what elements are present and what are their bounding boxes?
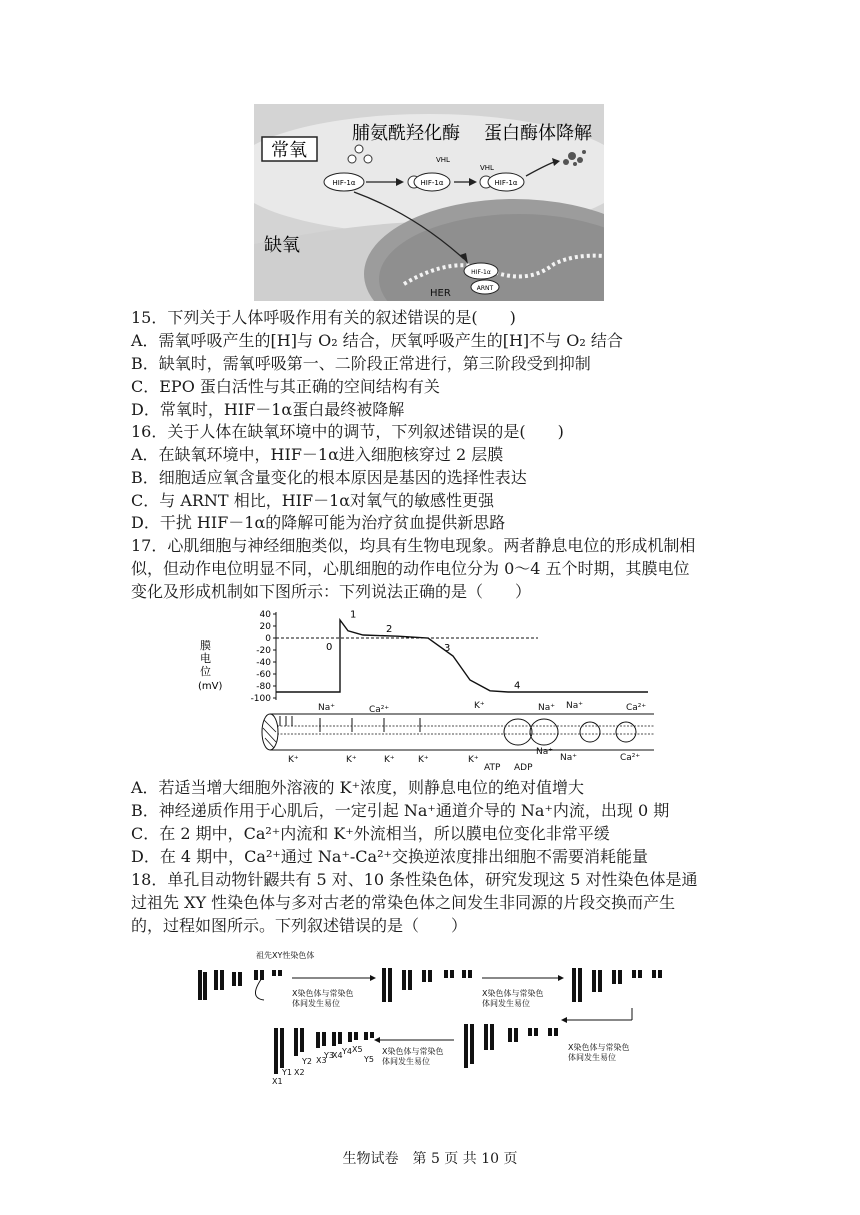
atp-label: ATP bbox=[484, 763, 501, 772]
phase-label-0: 0 bbox=[326, 642, 333, 653]
arnt-label: ARNT bbox=[476, 285, 494, 292]
label-hypoxia: 缺氧 bbox=[264, 235, 300, 256]
q17-stem-line1: 17．心肌细胞与神经细胞类似，均具有生物电现象。两者静息电位的形成机制相 bbox=[131, 536, 696, 555]
step2-line2: 体间发生易位 bbox=[482, 999, 530, 1008]
q15-option-d: D．常氧时，HIF－1α蛋白最终被降解 bbox=[131, 400, 405, 419]
label-degrade: 蛋白酶体降解 bbox=[484, 123, 592, 144]
phase-label-1: 1 bbox=[350, 609, 357, 621]
y-tick-label: -80 bbox=[256, 682, 271, 692]
q17-option-d: D．在 4 期中，Ca²⁺通过 Na⁺-Ca²⁺交换逆浓度排出细胞不需要消耗能量 bbox=[131, 847, 648, 866]
q17-stem-line3: 变化及形成机制如下图所示：下列说法正确的是（ ） bbox=[131, 582, 532, 601]
q18-stem-line2: 过祖先 XY 性染色体与多对古老的常染色体之间发生非同源的片段交换而产生 bbox=[131, 893, 676, 912]
chrom-x4: X4 bbox=[332, 1051, 343, 1060]
vhl-label-1: VHL bbox=[436, 156, 450, 164]
action-potential-figure bbox=[198, 604, 658, 772]
svg-text:(mV): (mV) bbox=[198, 681, 223, 692]
svg-text:膜: 膜 bbox=[200, 639, 211, 652]
step3-line2: 体间发生易位 bbox=[568, 1053, 616, 1062]
ion-na-1: Na⁺ bbox=[318, 703, 335, 713]
ion-k-4: K⁺ bbox=[384, 755, 395, 765]
q16-option-c: C．与 ARNT 相比，HIF－1α对氧气的敏感性更强 bbox=[131, 491, 495, 510]
y-tick-label: -100 bbox=[250, 694, 271, 704]
q16-option-d: D．干扰 HIF－1α的降解可能为治疗贫血提供新思路 bbox=[131, 513, 506, 532]
y-tick-label: 20 bbox=[259, 622, 271, 632]
step1-line1: X染色体与常染色 bbox=[292, 989, 354, 998]
y-tick-label: 0 bbox=[265, 634, 271, 644]
ion-k-2: K⁺ bbox=[288, 755, 299, 765]
q15-option-a: A．需氧呼吸产生的[H]与 O₂ 结合，厌氧呼吸产生的[H]不与 O₂ 结合 bbox=[131, 331, 623, 350]
chrom-x1: X1 bbox=[272, 1077, 283, 1086]
q17-stem-line2: 似，但动作电位明显不同，心肌细胞的动作电位分为 0～4 五个时期，其膜电位 bbox=[131, 559, 690, 578]
page-footer: 生物试卷 第 5 页 共 10 页 bbox=[342, 1151, 518, 1167]
y-tick-label: -20 bbox=[256, 646, 271, 656]
chrom-x3: X3 bbox=[316, 1056, 327, 1065]
svg-text:电: 电 bbox=[200, 652, 211, 665]
step4-line1: X染色体与常染色 bbox=[382, 1047, 444, 1056]
chrom-x2: X2 bbox=[294, 1068, 305, 1077]
ion-ca-1: Ca²⁺ bbox=[369, 705, 390, 715]
ion-na-2: Na⁺ bbox=[538, 703, 555, 713]
q16-option-b: B．细胞适应氧含量变化的根本原因是基因的选择性表达 bbox=[131, 468, 527, 487]
q15-option-c: C．EPO 蛋白活性与其正确的空间结构有关 bbox=[131, 377, 440, 396]
q17-option-c: C．在 2 期中，Ca²⁺内流和 K⁺外流相当，所以膜电位变化非常平缓 bbox=[131, 824, 610, 843]
q17-option-b: B．神经递质作用于心肌后，一定引起 Na⁺通道介导的 Na⁺内流，出现 0 期 bbox=[131, 801, 670, 820]
chromosome-figure bbox=[192, 948, 672, 1088]
y-tick-label: -40 bbox=[256, 658, 271, 668]
step3-line1: X染色体与常染色 bbox=[568, 1043, 630, 1052]
hif-pathway-figure bbox=[254, 104, 604, 301]
q15-option-b: B．缺氧时，需氧呼吸第一、二阶段正常进行，第三阶段受到抑制 bbox=[131, 354, 591, 373]
phase-label-2: 2 bbox=[386, 624, 393, 635]
her-label: HER bbox=[430, 288, 451, 299]
y-tick-label: -60 bbox=[256, 670, 271, 680]
ion-ca-3: Ca²⁺ bbox=[620, 753, 641, 763]
label-enzyme: 脯氨酰羟化酶 bbox=[352, 123, 460, 144]
y-tick-label: 40 bbox=[259, 610, 271, 620]
phase-label-3: 3 bbox=[444, 643, 451, 655]
q16-stem: 16．关于人体在缺氧环境中的调节，下列叙述错误的是( ) bbox=[131, 422, 564, 441]
vhl-label-2: VHL bbox=[480, 164, 494, 172]
q18-stem-line1: 18．单孔目动物针鼹共有 5 对、10 条性染色体，研究发现这 5 对性染色体是通 bbox=[131, 870, 698, 889]
hif-label-2: HIF-1α bbox=[420, 179, 444, 187]
chrom-y5: Y5 bbox=[364, 1055, 374, 1064]
adp-label: ADP bbox=[514, 763, 533, 772]
chrom-y1: Y1 bbox=[282, 1068, 292, 1077]
chrom-y4: Y4 bbox=[342, 1047, 352, 1056]
hif-label-1: HIF-1α bbox=[332, 179, 356, 187]
q16-option-a: A．在缺氧环境中，HIF－1α进入细胞核穿过 2 层膜 bbox=[131, 445, 504, 464]
q15-stem: 15．下列关于人体呼吸作用有关的叙述错误的是( ) bbox=[131, 308, 516, 327]
ion-ca-2: Ca²⁺ bbox=[626, 703, 647, 713]
step1-line2: 体间发生易位 bbox=[292, 999, 340, 1008]
phase-label-4: 4 bbox=[514, 680, 521, 692]
chrom-y3: Y3 bbox=[324, 1051, 334, 1060]
ion-k-6: K⁺ bbox=[468, 755, 479, 765]
step2-line1: X染色体与常染色 bbox=[482, 989, 544, 998]
step4-line2: 体间发生易位 bbox=[382, 1057, 430, 1066]
ion-k-5: K⁺ bbox=[418, 755, 429, 765]
hif-label-4: HIF-1α bbox=[471, 269, 491, 276]
chrom-x5: X5 bbox=[352, 1045, 363, 1054]
hif-label-3: HIF-1α bbox=[494, 179, 518, 187]
ion-na-5: Na⁺ bbox=[560, 753, 577, 763]
label-normoxia: 常氧 bbox=[271, 140, 307, 161]
ancestor-label: 祖先XY性染色体 bbox=[256, 951, 315, 960]
q17-option-a: A．若适当增大细胞外溶液的 K⁺浓度，则静息电位的绝对值增大 bbox=[131, 778, 585, 797]
svg-text:位: 位 bbox=[200, 665, 211, 678]
ion-na-3: Na⁺ bbox=[566, 701, 583, 711]
q18-stem-line3: 的，过程如图所示。下列叙述错误的是（ ） bbox=[131, 916, 468, 935]
chrom-y2: Y2 bbox=[302, 1057, 312, 1066]
ion-na-4: Na⁺ bbox=[536, 747, 553, 757]
ion-k-1: K⁺ bbox=[474, 701, 485, 711]
ion-k-3: K⁺ bbox=[346, 755, 357, 765]
